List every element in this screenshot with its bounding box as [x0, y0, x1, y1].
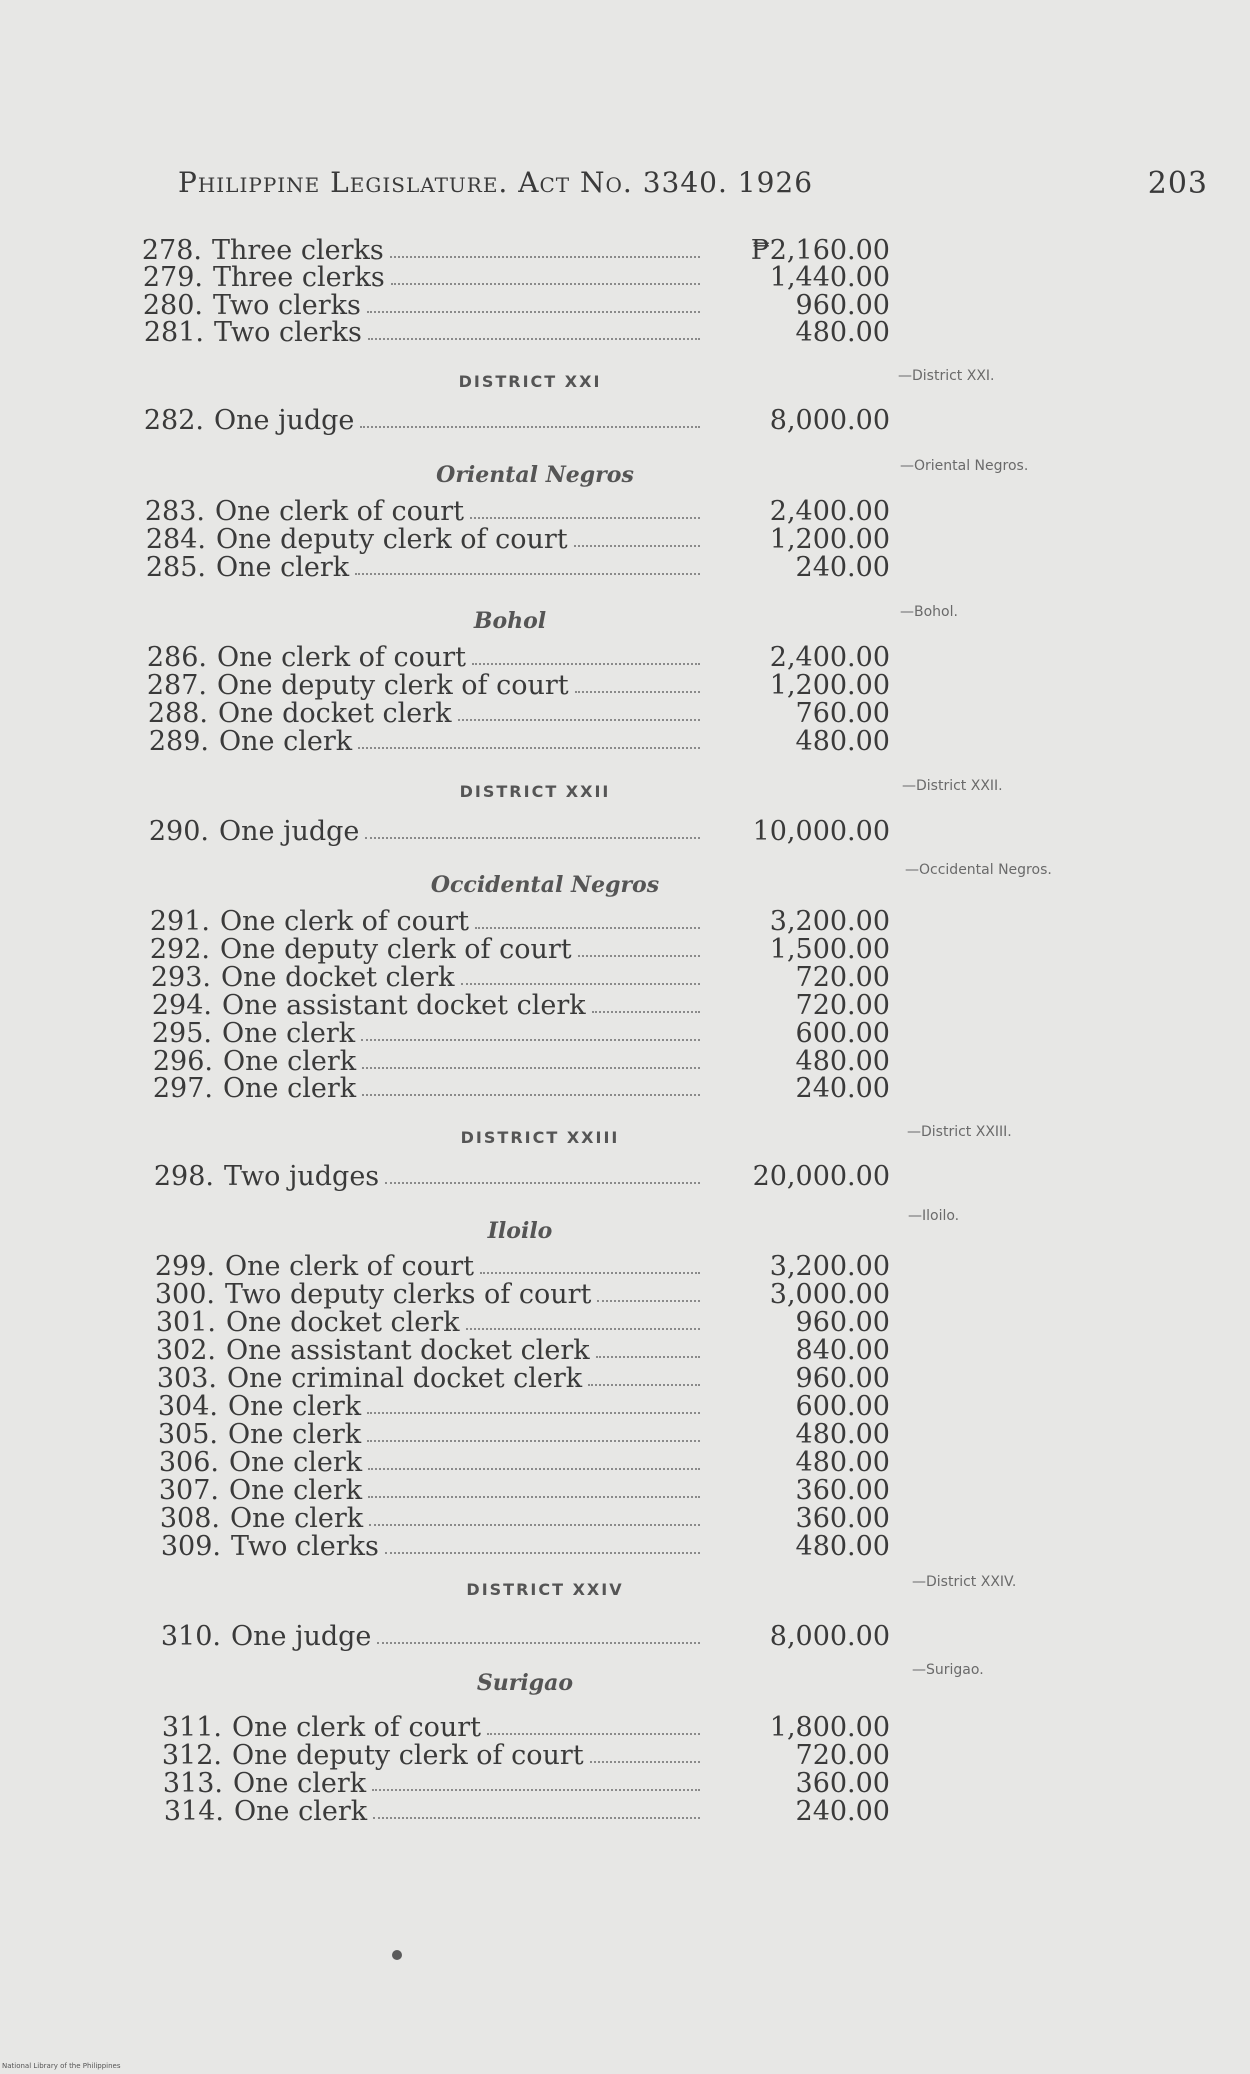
line-item	[145, 643, 905, 673]
item-number: 284.	[145, 524, 206, 555]
margin-note: —Oriental Negros.	[900, 458, 1029, 474]
line-item	[153, 1280, 913, 1310]
line-item	[149, 963, 909, 993]
item-amount: 760.00	[795, 698, 890, 729]
dot-leader	[470, 517, 700, 519]
line-item	[145, 671, 905, 701]
province-heading: Iloilo	[487, 1218, 553, 1244]
item-label: One clerk	[229, 1475, 363, 1506]
item-label: One clerk of court	[220, 906, 470, 937]
line-item	[157, 1476, 917, 1506]
district-heading: DISTRICT XXIV	[466, 1580, 624, 1599]
item-number: 298.	[153, 1161, 214, 1192]
item-amount: 480.00	[795, 1046, 890, 1077]
item-label: One clerk	[222, 1018, 356, 1049]
item-number: 287.	[146, 670, 207, 701]
line-item	[142, 318, 902, 348]
item-label: One clerk	[219, 726, 353, 757]
line-item	[162, 1797, 922, 1827]
dot-leader	[385, 1182, 700, 1184]
item-number: 279.	[142, 262, 203, 293]
dot-leader	[385, 1552, 700, 1554]
item-number: 290.	[148, 816, 209, 847]
item-label: One judge	[231, 1621, 372, 1652]
dot-leader	[367, 311, 700, 313]
item-amount: 8,000.00	[769, 1621, 890, 1652]
item-number: 309.	[160, 1531, 221, 1562]
item-number: 303.	[156, 1363, 217, 1394]
item-amount: 840.00	[795, 1335, 890, 1366]
item-number: 307.	[158, 1475, 219, 1506]
item-number: 304.	[157, 1391, 218, 1422]
dot-leader	[365, 837, 700, 839]
dot-leader	[367, 1412, 700, 1414]
item-label: One clerk	[234, 1796, 368, 1827]
dot-leader	[578, 955, 700, 957]
item-label: One docket clerk	[221, 962, 455, 993]
item-label: One deputy clerk of court	[217, 670, 569, 701]
line-item	[144, 525, 904, 555]
item-label: One docket clerk	[226, 1307, 460, 1338]
item-amount: 960.00	[795, 1363, 890, 1394]
margin-note: —Bohol.	[900, 604, 958, 620]
dot-leader	[487, 1733, 700, 1735]
item-amount: 10,000.00	[752, 816, 890, 847]
item-number: 285.	[145, 552, 206, 583]
item-amount: 240.00	[795, 1796, 890, 1827]
item-label: One docket clerk	[218, 698, 452, 729]
scan-credit: National Library of the Philippines	[2, 2062, 121, 2070]
item-amount: 8,000.00	[769, 405, 890, 436]
item-label: One clerk	[228, 1419, 362, 1450]
item-amount: 480.00	[795, 1419, 890, 1450]
dot-leader	[373, 1817, 700, 1819]
dot-leader	[575, 691, 700, 693]
item-label: One clerk of court	[217, 642, 467, 673]
item-number: 294.	[151, 990, 212, 1021]
dot-leader	[358, 747, 700, 749]
page-header	[178, 166, 1208, 210]
item-amount: 600.00	[795, 1018, 890, 1049]
item-number: 310.	[160, 1621, 221, 1652]
item-number: 308.	[159, 1503, 220, 1534]
margin-note: —District XXII.	[902, 778, 1003, 794]
line-item	[156, 1420, 916, 1450]
line-item	[142, 406, 902, 436]
item-number: 311.	[161, 1712, 222, 1743]
line-item	[153, 1252, 913, 1282]
item-label: One clerk of court	[225, 1251, 475, 1282]
line-item	[141, 263, 901, 293]
item-label: Two deputy clerks of court	[225, 1279, 592, 1310]
line-item	[159, 1532, 919, 1562]
item-amount: 3,200.00	[769, 1251, 890, 1282]
item-amount: 360.00	[795, 1503, 890, 1534]
item-amount: 1,500.00	[769, 934, 890, 965]
item-amount: 3,200.00	[769, 906, 890, 937]
item-amount: 20,000.00	[752, 1161, 890, 1192]
footer-mark	[392, 1950, 402, 1960]
dot-leader	[596, 1356, 700, 1358]
item-label: One assistant docket clerk	[222, 990, 586, 1021]
district-heading: DISTRICT XXII	[459, 782, 611, 801]
item-label: One clerk of court	[215, 496, 465, 527]
item-number: 288.	[147, 698, 208, 729]
line-item	[146, 699, 906, 729]
item-amount: 240.00	[795, 1073, 890, 1104]
line-item	[148, 935, 908, 965]
running-head: Philippine Legislature. Act No. 3340. 1926	[178, 166, 814, 199]
item-label: One clerk	[233, 1768, 367, 1799]
item-amount: 2,400.00	[769, 496, 890, 527]
dot-leader	[377, 1642, 700, 1644]
line-item	[158, 1504, 918, 1534]
item-label: One clerk of court	[232, 1712, 482, 1743]
item-number: 297.	[152, 1073, 213, 1104]
margin-note: —Surigao.	[912, 1662, 984, 1678]
province-heading: Occidental Negros	[430, 872, 660, 898]
margin-note: —District XXIV.	[912, 1574, 1017, 1590]
item-amount: 1,200.00	[769, 524, 890, 555]
item-number: 305.	[157, 1419, 218, 1450]
dot-leader	[369, 1524, 700, 1526]
item-label: One criminal docket clerk	[227, 1363, 583, 1394]
item-label: One deputy clerk of court	[216, 524, 568, 555]
page-number: 203	[1147, 166, 1208, 201]
dot-leader	[368, 1468, 700, 1470]
dot-leader	[360, 426, 700, 428]
province-heading: Oriental Negros	[436, 462, 634, 488]
item-label: One clerk	[228, 1391, 362, 1422]
item-label: One assistant docket clerk	[226, 1335, 590, 1366]
line-item	[157, 1448, 917, 1478]
dot-leader	[390, 256, 700, 258]
line-item	[160, 1741, 920, 1771]
item-amount: 720.00	[795, 962, 890, 993]
item-number: 281.	[143, 317, 204, 348]
item-number: 291.	[149, 906, 210, 937]
item-number: 296.	[152, 1046, 213, 1077]
item-label: Three clerks	[213, 262, 385, 293]
dot-leader	[480, 1272, 700, 1274]
district-heading: DISTRICT XXI	[458, 372, 602, 391]
dot-leader	[362, 1067, 700, 1069]
item-number: 293.	[150, 962, 211, 993]
margin-note: —Iloilo.	[908, 1208, 960, 1224]
item-amount: 480.00	[795, 726, 890, 757]
item-amount: 960.00	[795, 1307, 890, 1338]
item-number: 286.	[146, 642, 207, 673]
dot-leader	[362, 1094, 700, 1096]
dot-leader	[368, 338, 700, 340]
dot-leader	[475, 927, 700, 929]
item-amount: 960.00	[795, 290, 890, 321]
item-amount: 360.00	[795, 1768, 890, 1799]
dot-leader	[368, 1496, 700, 1498]
item-amount: 3,000.00	[769, 1279, 890, 1310]
margin-note: —District XXIII.	[907, 1124, 1012, 1140]
item-amount: 480.00	[795, 1447, 890, 1478]
dot-leader	[588, 1384, 700, 1386]
item-label: One clerk	[229, 1447, 363, 1478]
item-label: Two clerks	[213, 290, 361, 321]
item-label: One judge	[219, 816, 360, 847]
line-item	[144, 553, 904, 583]
item-amount: 360.00	[795, 1475, 890, 1506]
line-item	[154, 1308, 914, 1338]
line-item	[159, 1622, 919, 1652]
line-item	[143, 497, 903, 527]
item-amount: 2,400.00	[769, 642, 890, 673]
item-amount: 720.00	[795, 1740, 890, 1771]
line-item	[155, 1364, 915, 1394]
item-number: 295.	[151, 1018, 212, 1049]
item-amount: 480.00	[795, 317, 890, 348]
line-item	[154, 1336, 914, 1366]
district-heading: DISTRICT XXIII	[460, 1128, 620, 1147]
dot-leader	[355, 573, 700, 575]
item-amount: 1,200.00	[769, 670, 890, 701]
item-label: One deputy clerk of court	[220, 934, 572, 965]
item-number: 301.	[155, 1307, 216, 1338]
item-number: 280.	[142, 290, 203, 321]
item-label: One judge	[214, 405, 355, 436]
item-amount: 720.00	[795, 990, 890, 1021]
line-item	[160, 1713, 920, 1743]
dot-leader	[574, 545, 700, 547]
margin-note: —Occidental Negros.	[905, 862, 1052, 878]
province-heading: Surigao	[476, 1670, 574, 1696]
dot-leader	[592, 1011, 700, 1013]
item-number: 282.	[143, 405, 204, 436]
dot-leader	[361, 1039, 700, 1041]
dot-leader	[372, 1789, 700, 1791]
line-item	[152, 1162, 912, 1192]
dot-leader	[367, 1440, 700, 1442]
dot-leader	[472, 663, 700, 665]
item-number: 299.	[154, 1251, 215, 1282]
item-number: 278.	[141, 235, 202, 266]
item-label: One clerk	[216, 552, 350, 583]
margin-note: —District XXI.	[898, 368, 995, 384]
item-number: 289.	[148, 726, 209, 757]
item-number: 300.	[154, 1279, 215, 1310]
line-item	[148, 907, 908, 937]
line-item	[150, 991, 910, 1021]
line-item	[147, 817, 907, 847]
item-label: Two clerks	[231, 1531, 379, 1562]
dot-leader	[391, 283, 700, 285]
item-number: 283.	[144, 496, 205, 527]
dot-leader	[597, 1300, 700, 1302]
item-amount: 1,800.00	[769, 1712, 890, 1743]
item-amount: ₱2,160.00	[750, 235, 890, 266]
item-number: 314.	[163, 1796, 224, 1827]
dot-leader	[458, 719, 700, 721]
item-number: 306.	[158, 1447, 219, 1478]
item-label: Two judges	[224, 1161, 380, 1192]
item-amount: 600.00	[795, 1391, 890, 1422]
item-label: Three clerks	[212, 235, 384, 266]
item-label: One clerk	[223, 1046, 357, 1077]
line-item	[147, 727, 907, 757]
item-label: One clerk	[223, 1073, 357, 1104]
item-label: One deputy clerk of court	[232, 1740, 584, 1771]
line-item	[150, 1019, 910, 1049]
line-item	[156, 1392, 916, 1422]
item-number: 312.	[161, 1740, 222, 1771]
item-amount: 480.00	[795, 1531, 890, 1562]
item-number: 302.	[155, 1335, 216, 1366]
item-number: 313.	[162, 1768, 223, 1799]
dot-leader	[466, 1328, 700, 1330]
dot-leader	[590, 1761, 700, 1763]
item-number: 292.	[149, 934, 210, 965]
item-label: One clerk	[230, 1503, 364, 1534]
dot-leader	[461, 983, 700, 985]
item-amount: 1,440.00	[769, 262, 890, 293]
line-item	[151, 1074, 911, 1104]
line-item	[161, 1769, 921, 1799]
province-heading: Bohol	[473, 608, 547, 634]
item-amount: 240.00	[795, 552, 890, 583]
item-label: Two clerks	[214, 317, 362, 348]
